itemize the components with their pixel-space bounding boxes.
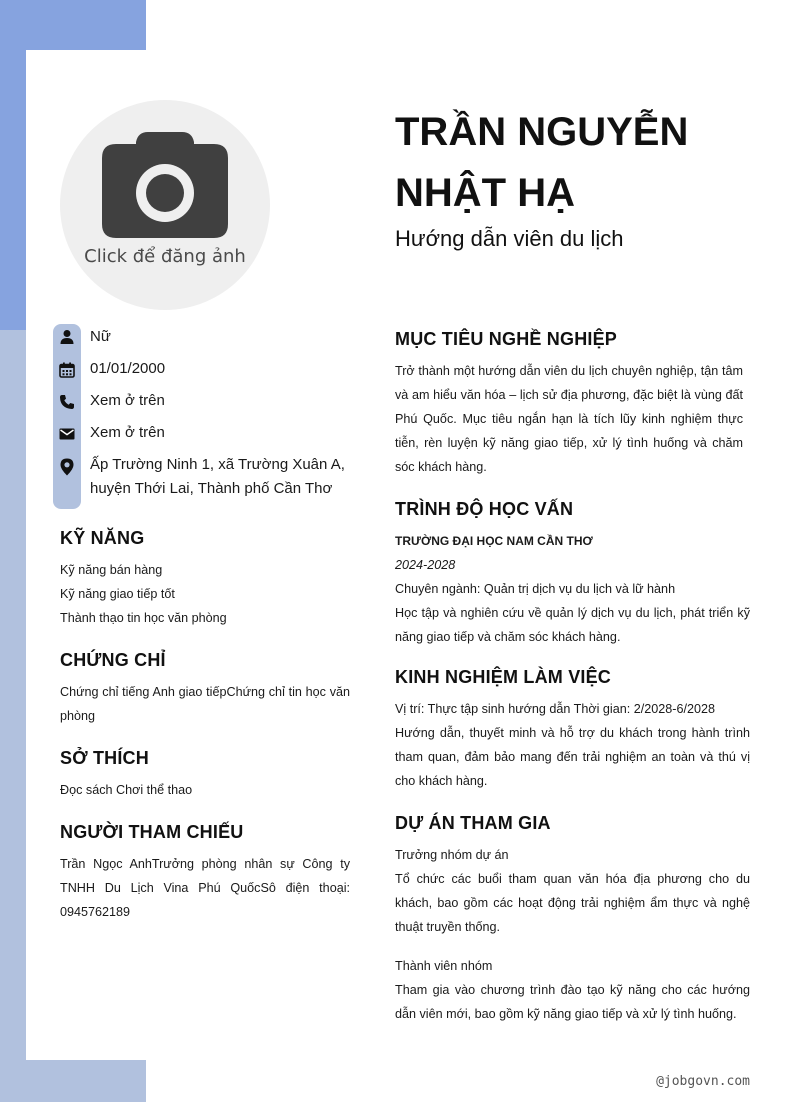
contact-address	[90, 453, 360, 501]
education-body	[395, 529, 750, 649]
project-role: Trưởng nhóm dự án	[395, 848, 509, 862]
contact-email: Xem ở trên	[90, 424, 165, 441]
location-pin-icon	[59, 458, 75, 476]
experience-description: Hướng dẫn, thuyết minh và hỗ trợ du khách trong hành trình tham quan, đảm bảo mang đến trải nghiệm an toàn và thú vị cho khách hàng.	[395, 726, 750, 788]
phone-icon	[59, 394, 75, 410]
experience-position: Vị trí: Thực tập sinh hướng dẫn Thời gian: 2/2028-6/2028	[395, 702, 715, 716]
project-role: Thành viên nhóm	[395, 959, 493, 973]
education-heading: TRÌNH ĐỘ HỌC VẤN	[395, 499, 574, 519]
project-description: Tham gia vào chương trình đào tạo kỹ năng cho các hướng dẫn viên mới, bao gồm kỹ năng giao tiếp và xử lý tình huống.	[395, 983, 750, 1021]
education-major: Chuyên ngành: Quản trị dịch vụ du lịch và lữ hành	[395, 582, 676, 596]
education-school: TRƯỜNG ĐẠI HỌC NAM CẦN THƠ	[395, 534, 593, 548]
references-text: Trần Ngọc AnhTrưởng phòng nhân sự Công ty TNHH Du Lịch Vina Phú QuốcSô điện thoại: 0945762189	[60, 857, 350, 919]
person-icon	[59, 329, 75, 345]
project-description: Tổ chức các buổi tham quan văn hóa địa phương cho du khách, bao gồm các hoạt động trải nghiệm ẩm thực và nghệ thuật truyền thống.	[395, 872, 750, 934]
experience-heading: KINH NGHIỆM LÀM VIỆC	[395, 667, 612, 687]
hobbies-heading: SỞ THÍCH	[60, 748, 149, 768]
objective-heading: MỤC TIÊU NGHỀ NGHIỆP	[395, 329, 618, 349]
calendar-icon	[59, 362, 75, 378]
footer-brand: @jobgovn.com	[656, 1074, 750, 1089]
skill-item: Thành thạo tin học văn phòng	[60, 611, 227, 625]
skills-list	[60, 558, 350, 630]
avatar-caption: Click để đăng ảnh	[84, 246, 246, 267]
experience-body	[395, 697, 750, 793]
hobbies-text: Đọc sách Chơi thể thao	[60, 783, 193, 797]
project-item	[395, 954, 750, 1026]
project-item	[395, 843, 750, 939]
certificates-heading: CHỨNG CHỈ	[60, 650, 166, 670]
contact-birthday: 01/01/2000	[90, 360, 166, 377]
objective-text: Trở thành một hướng dẫn viên du lịch chuyên nghiệp, tận tâm và am hiểu văn hóa – lịch sử địa phương, đặc biệt là vùng đất Phú Quốc. Mục tiêu ngắn hạn là tích lũy kinh nghiệm thực tiễn, rèn luyện kỹ năng giao tiếp, xử lý tình huống và chăm sóc khách hàng.	[395, 364, 743, 474]
address-line-1: Ấp Trường Ninh 1, xã Trường Xuân A,	[90, 456, 345, 473]
skill-item: Kỹ năng giao tiếp tốt	[60, 587, 175, 601]
contact-phone: Xem ở trên	[90, 392, 165, 409]
name-line-2: NHẬT HẠ	[395, 171, 575, 215]
education-description: Học tập và nghiên cứu về quản lý dịch vụ du lịch, phát triển kỹ năng giao tiếp và chăm sóc khách hàng.	[395, 606, 750, 644]
avatar-upload[interactable]	[60, 100, 270, 310]
contact-gender: Nữ	[90, 328, 111, 345]
email-icon	[59, 426, 75, 442]
contact-bar	[53, 324, 81, 509]
camera-icon	[102, 130, 228, 240]
projects-heading: DỰ ÁN THAM GIA	[395, 813, 551, 833]
job-title: Hướng dẫn viên du lịch	[395, 226, 624, 251]
skills-heading: KỸ NĂNG	[60, 528, 145, 548]
name-line-1: TRẦN NGUYỄN	[395, 110, 689, 154]
certificates-text: Chứng chỉ tiếng Anh giao tiếpChứng chỉ tin học văn phòng	[60, 685, 350, 723]
candidate-name	[395, 102, 755, 224]
references-heading: NGƯỜI THAM CHIẾU	[60, 822, 244, 842]
education-period: 2024-2028	[395, 558, 456, 572]
address-line-2: huyện Thới Lai, Thành phố Cần Thơ	[90, 480, 333, 497]
skill-item: Kỹ năng bán hàng	[60, 563, 163, 577]
